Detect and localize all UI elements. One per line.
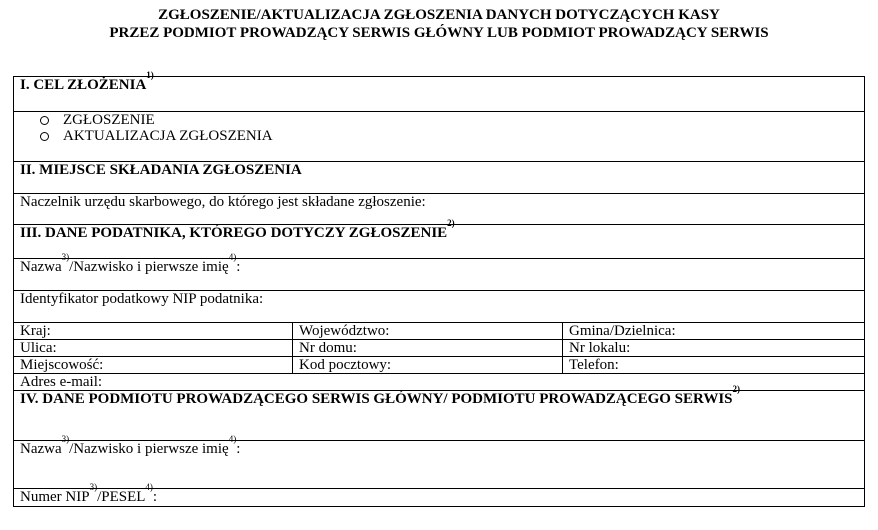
radio-circle-icon[interactable] <box>40 132 49 141</box>
service-nip-pesel-field[interactable] <box>14 482 865 507</box>
form-title-line-2: PRZEZ PODMIOT PROWADZĄCY SERWIS GŁÓWNY LUB PODMIOT PROWADZĄCY SERWIS <box>109 25 769 41</box>
email-field[interactable]: Adres e-mail: <box>14 374 865 391</box>
phone-field[interactable]: Telefon: <box>563 357 865 374</box>
label-part: : <box>152 489 158 505</box>
footnote-marker: 3) <box>61 434 70 444</box>
section-4-heading <box>14 384 865 441</box>
section-1-heading <box>14 70 865 112</box>
purpose-options <box>14 112 865 162</box>
taxpayer-nip-field[interactable]: Identyfikator podatkowy NIP podatnika: <box>14 291 865 323</box>
section-4-title: IV. DANE PODMIOTU PROWADZĄCEGO SERWIS GŁÓWNY/ PODMIOTU PROWADZĄCEGO SERWIS <box>20 391 733 407</box>
label-part: Nazwa <box>20 441 62 457</box>
option-label: ZGŁOSZENIE <box>63 112 155 128</box>
section-3-title: III. DANE PODATNIKA, KTÓREGO DOTYCZY ZGŁOSZENIE <box>20 225 448 241</box>
apartment-number-field[interactable]: Nr lokalu: <box>563 340 865 357</box>
option-zgloszenie[interactable] <box>20 112 858 128</box>
footnote-marker: 2) <box>447 218 455 228</box>
label-part: Nazwa <box>20 259 62 275</box>
footnote-marker: 3) <box>89 482 98 492</box>
label-part: Numer NIP <box>20 489 90 505</box>
option-aktualizacja[interactable] <box>20 128 858 144</box>
form-header <box>0 6 878 42</box>
label-part: : <box>236 259 241 275</box>
voivodeship-field[interactable]: Województwo: <box>293 323 563 340</box>
country-field[interactable]: Kraj: <box>14 323 293 340</box>
section-2-heading: II. MIEJSCE SKŁADANIA ZGŁOSZENIA <box>14 162 865 194</box>
footnote-marker: 4) <box>228 252 237 262</box>
house-number-field[interactable]: Nr domu: <box>293 340 563 357</box>
section-3-heading <box>14 218 865 259</box>
footnote-marker: 4) <box>145 482 153 492</box>
service-name-field[interactable] <box>14 434 865 489</box>
form-title-line-1: ZGŁOSZENIE/AKTUALIZACJA ZGŁOSZENIA DANYCH DOTYCZĄCYCH KASY <box>158 7 720 23</box>
label-part: /Nazwisko i pierwsze imię <box>69 441 229 457</box>
municipality-field[interactable]: Gmina/Dzielnica: <box>563 323 865 340</box>
option-label: AKTUALIZACJA ZGŁOSZENIA <box>63 128 273 144</box>
footnote-marker: 4) <box>228 434 237 444</box>
tax-office-field[interactable]: Naczelnik urzędu skarbowego, do którego jest składane zgłoszenie: <box>14 194 865 225</box>
footnote-marker: 1) <box>146 70 154 80</box>
city-field[interactable]: Miejscowość: <box>14 357 293 374</box>
street-field[interactable]: Ulica: <box>14 340 293 357</box>
taxpayer-name-field[interactable] <box>14 252 865 291</box>
footnote-marker: 2) <box>732 384 740 394</box>
label-part: /PESEL <box>97 489 146 505</box>
footnote-marker: 3) <box>61 252 70 262</box>
form-table <box>13 70 865 507</box>
section-1-title: I. CEL ZŁOŻENIA <box>20 77 147 93</box>
label-part: : <box>236 441 241 457</box>
radio-circle-icon[interactable] <box>40 116 49 125</box>
label-part: /Nazwisko i pierwsze imię <box>69 259 229 275</box>
postal-code-field[interactable]: Kod pocztowy: <box>293 357 563 374</box>
